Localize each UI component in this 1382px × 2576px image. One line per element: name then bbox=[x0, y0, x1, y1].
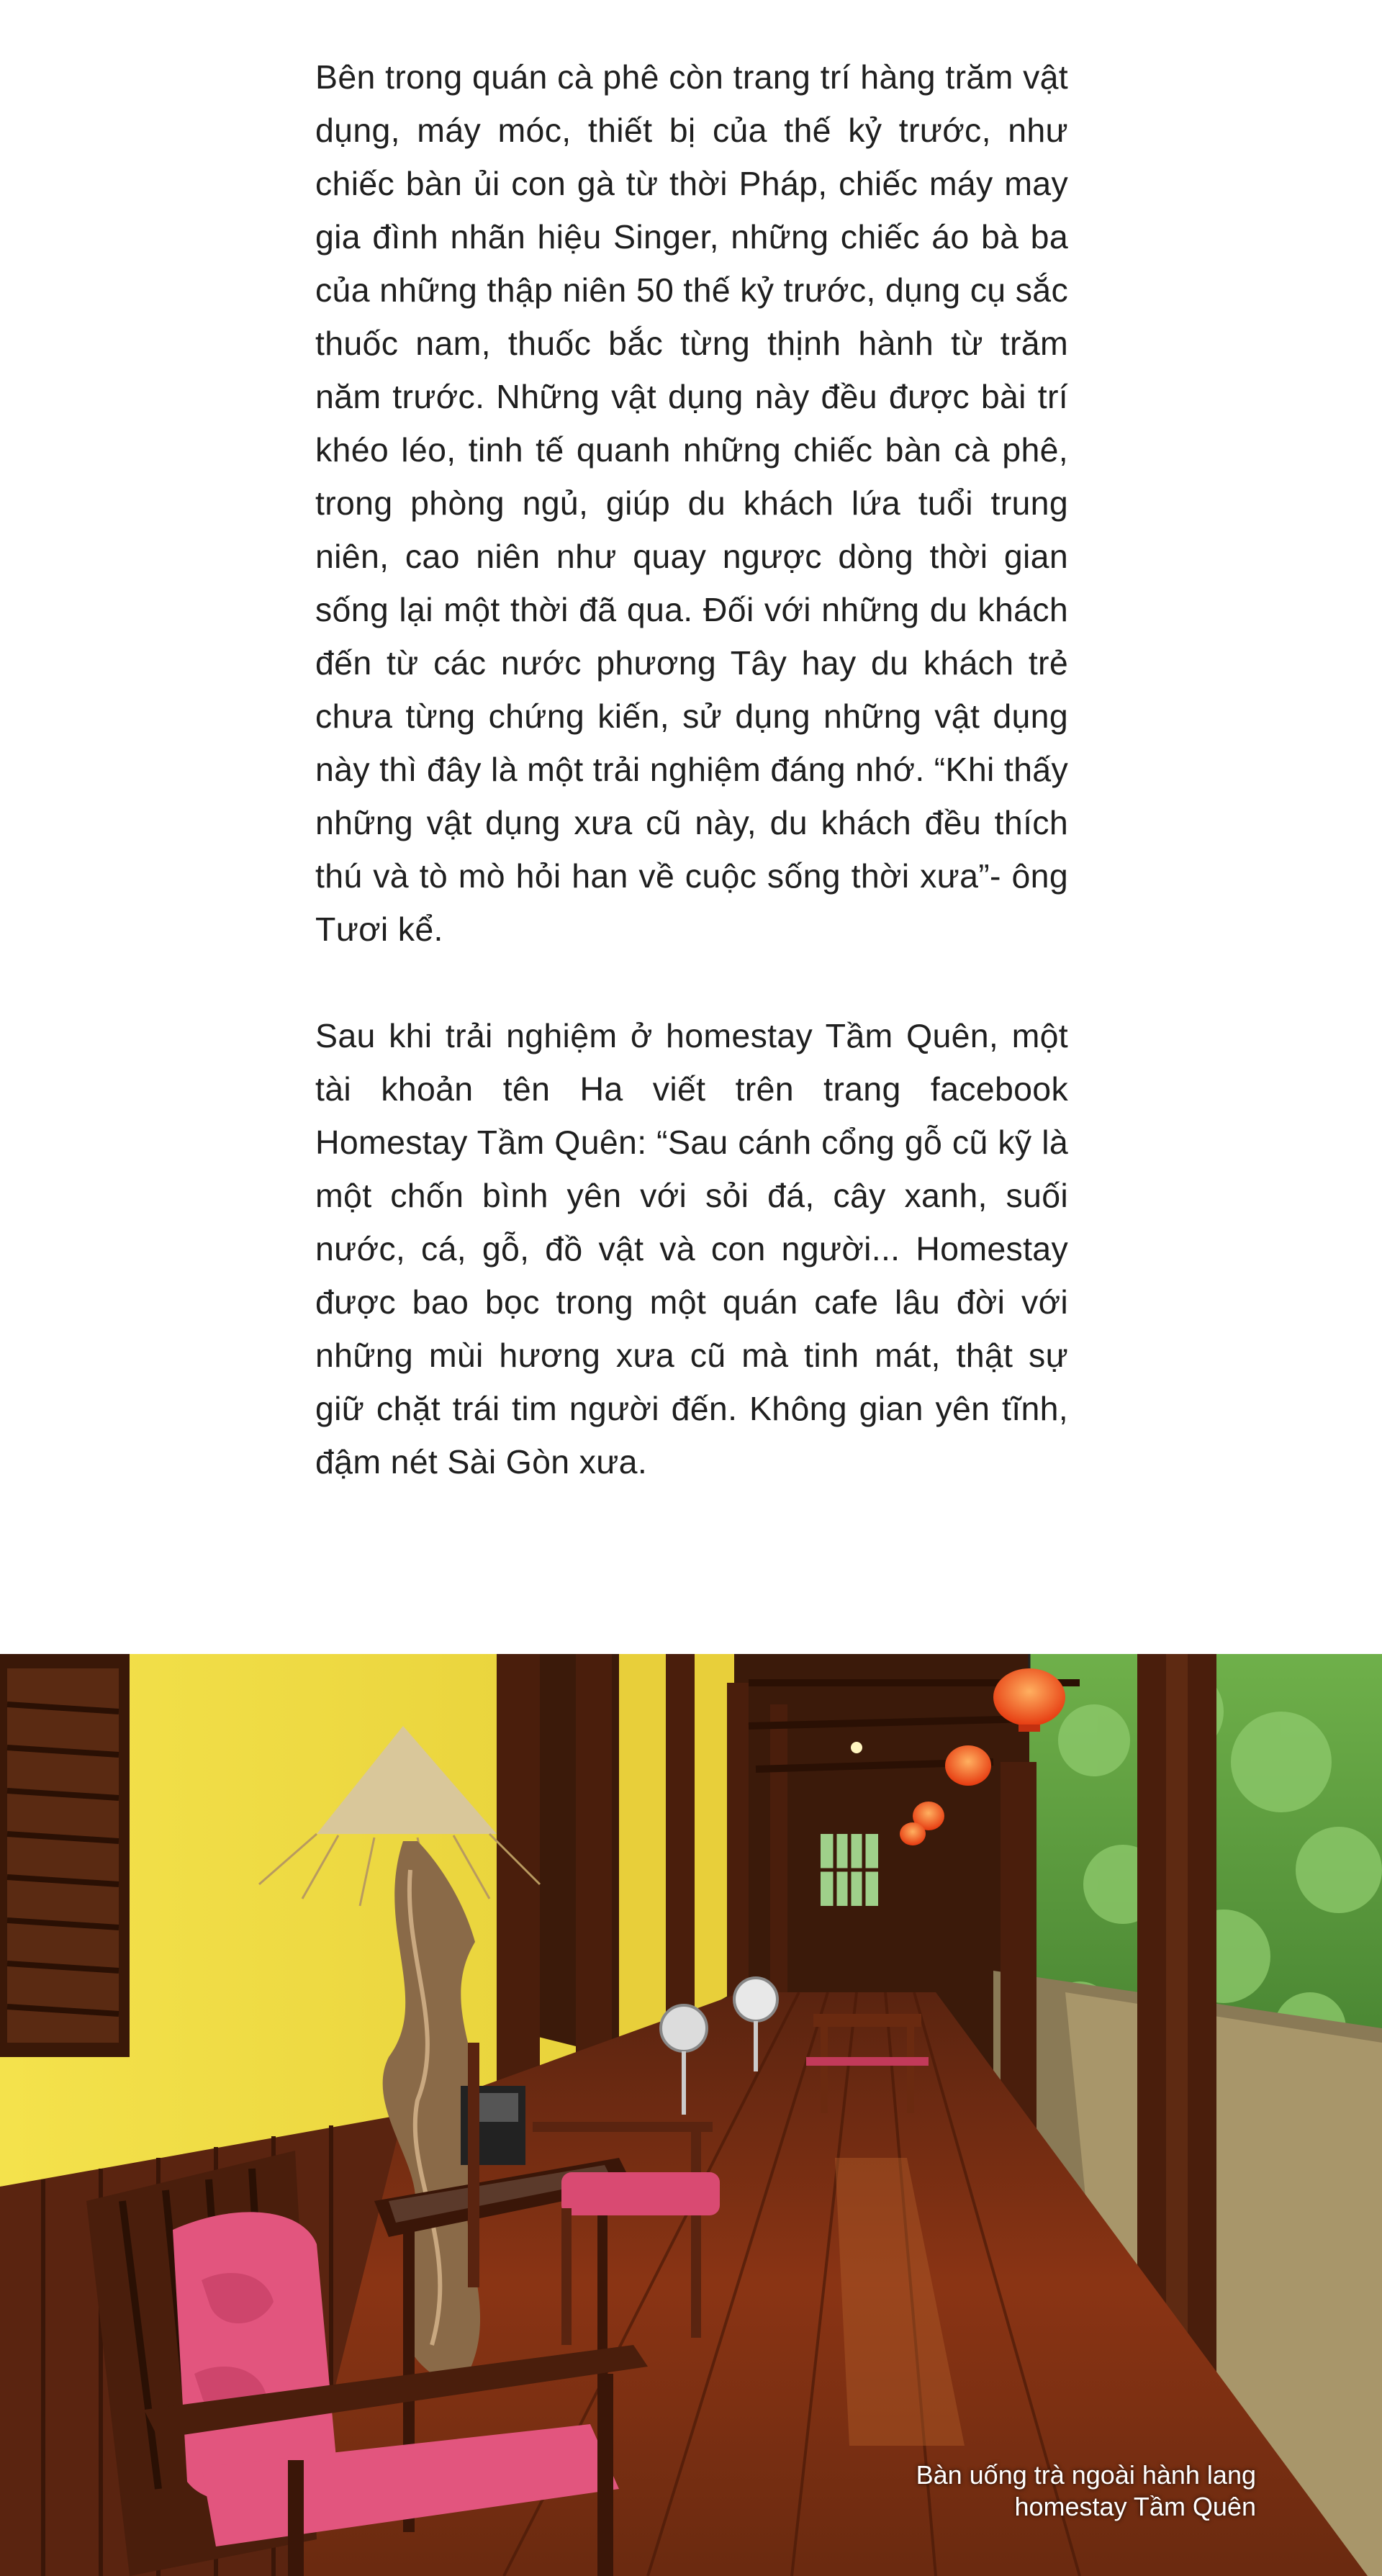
photo-caption bbox=[752, 2459, 1256, 2523]
article-paragraph-1: Bên trong quán cà phê còn trang trí hàng trăm vật dụng, máy móc, thiết bị của thế kỷ trước, như chiếc bàn ủi con gà từ thời Pháp, chiếc máy may gia đình nhãn hiệu Singer, những chiếc áo bà ba của những thập niên 50 thế kỷ trước, dụng cụ sắc thuốc nam, thuốc bắc từng thịnh hành từ trăm năm trước. Những vật dụng này đều được bài trí khéo léo, tinh tế quanh những chiếc bàn cà phê, trong phòng ngủ, giúp du khách lứa tuổi trung niên, cao niên như quay ngược dòng thời gian sống lại một thời đã qua. Đối với những du khách đến từ các nước phương Tây hay du khách trẻ chưa từng chứng kiến, sử dụng những vật dụng này thì đây là một trải nghiệm đáng nhớ. “Khi thấy những vật dụng xưa cũ này, du khách đều thích thú và tò mò hỏi han về cuộc sống thời xưa”- ông Tươi kể. bbox=[315, 58, 1068, 948]
wooden-shutter bbox=[0, 1654, 130, 2057]
article-body bbox=[315, 50, 1068, 1542]
caption-line-1: Bàn uống trà ngoài hành lang bbox=[916, 2460, 1256, 2490]
homestay-corridor-photo bbox=[0, 1654, 1382, 2576]
article-paragraph-2: Sau khi trải nghiệm ở homestay Tầm Quên, một tài khoản tên Ha viết trên trang facebook Homestay Tầm Quên: “Sau cánh cổng gỗ cũ kỹ là một chốn bình yên với sỏi đá, cây xanh, suối nước, cá, gỗ, đồ vật và con người... Homestay được bao bọc trong một quán cafe lâu đời với những mùi hương xưa cũ mà tinh mát, thật sự giữ chặt trái tim người đến. Không gian yên tĩnh, đậm nét Sài Gòn xưa. bbox=[315, 1017, 1068, 1481]
corridor-illustration bbox=[0, 1654, 1382, 2576]
caption-line-2: homestay Tầm Quên bbox=[1014, 2492, 1256, 2521]
